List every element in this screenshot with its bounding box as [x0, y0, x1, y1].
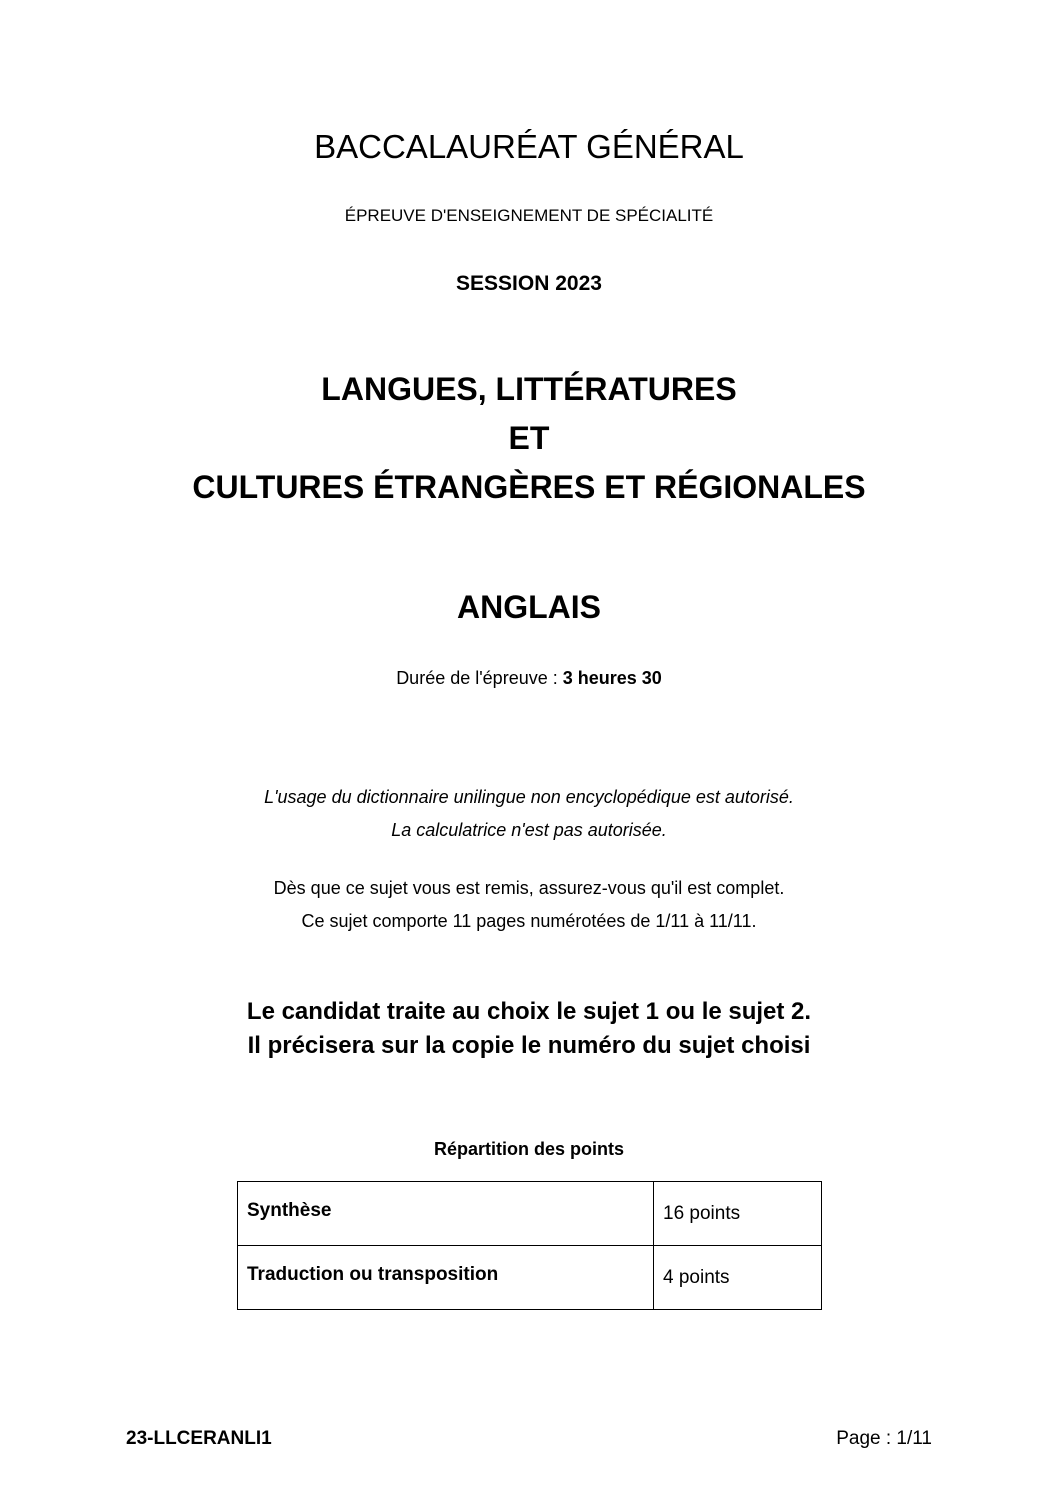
- choice-line-2: Il précisera sur la copie le numéro du sujet choisi: [247, 1032, 811, 1059]
- session-label: SESSION 2023: [456, 272, 602, 295]
- dictionary-rule: L'usage du dictionnaire unilingue non encyclopédique est autorisé.: [264, 787, 794, 807]
- exam-type: ÉPREUVE D'ENSEIGNEMENT DE SPÉCIALITÉ: [344, 206, 714, 225]
- calculator-rule: La calculatrice n'est pas autorisée.: [391, 820, 667, 840]
- language-title: ANGLAIS: [457, 589, 601, 625]
- subject-line-1: LANGUES, LITTÉRATURES: [321, 371, 737, 407]
- duration-label: Durée de l'épreuve :: [396, 668, 563, 688]
- subject-title: [0, 365, 1058, 512]
- completeness-notice: [0, 872, 1058, 938]
- completeness-line-2: Ce sujet comporte 11 pages numérotées de 1/11 à 11/11.: [301, 911, 757, 931]
- subject-line-3: CULTURES ÉTRANGÈRES ET RÉGIONALES: [192, 469, 866, 505]
- points-table: [237, 1181, 822, 1310]
- subject-line-2: ET: [508, 420, 550, 456]
- points-row-label: Synthèse: [238, 1182, 654, 1246]
- choice-line-1: Le candidat traite au choix le sujet 1 ou le sujet 2.: [246, 998, 812, 1025]
- footer-exam-code: 23-LLCERANLI1: [126, 1428, 272, 1449]
- completeness-line-1: Dès que ce sujet vous est remis, assurez-vous qu'il est complet.: [273, 878, 785, 898]
- points-row-value: 4 points: [654, 1246, 822, 1310]
- exam-duration: [0, 665, 1058, 691]
- subject-choice-instructions: [0, 995, 1058, 1063]
- duration-value: 3 heures 30: [562, 668, 662, 688]
- table-row: [238, 1246, 822, 1310]
- exam-rules: [0, 781, 1058, 847]
- table-row: [238, 1182, 822, 1246]
- exam-title: BACCALAURÉAT GÉNÉRAL: [314, 128, 744, 165]
- points-heading: Répartition des points: [433, 1139, 624, 1159]
- footer-page-number: Page : 1/11: [836, 1428, 932, 1449]
- points-row-value: 16 points: [654, 1182, 822, 1246]
- points-row-label: Traduction ou transposition: [238, 1246, 654, 1310]
